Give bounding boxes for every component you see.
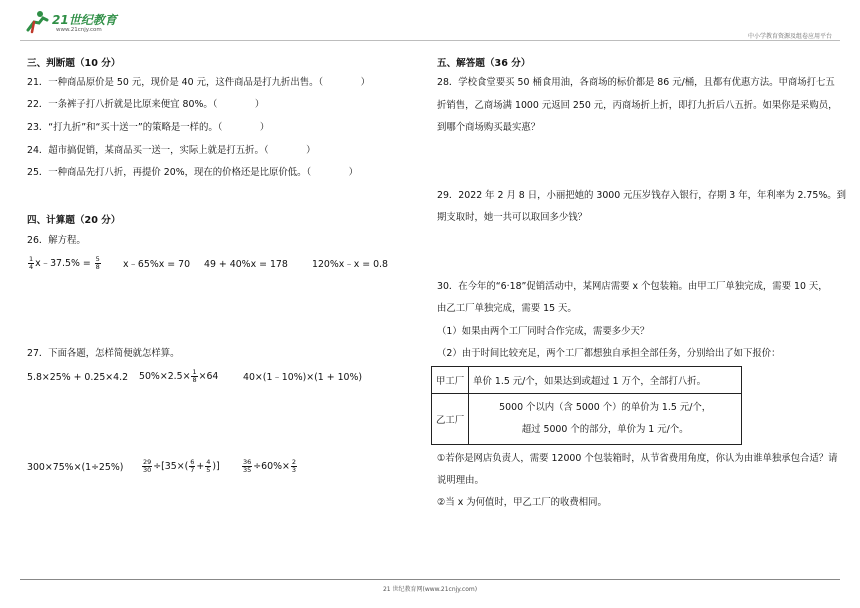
calc-1: 5.8×25% + 0.25×4.2: [27, 372, 129, 383]
calc-3: 40×(1﹣10%)×(1 + 10%): [243, 372, 363, 383]
question-30-sub-1: （1）如果由两个工厂同时合作完成，需要多少天？: [437, 326, 650, 337]
question-28-line-1: 28．学校食堂要买 50 桶食用油，各商场的标价都是 86 元/桶，且都有优惠方法。甲商场打七五: [437, 77, 835, 88]
calc-2: 50%×2.5× $\frac{1}{8}$ ×64: [139, 368, 219, 384]
equation-2: x﹣65%x = 70: [123, 259, 191, 270]
header-logo: [24, 8, 144, 38]
equation-4: 120%x﹣x = 0.8: [312, 259, 388, 270]
logo-url: www.21cnjy.com: [56, 27, 102, 33]
table-row: [432, 394, 742, 445]
question-29-line-1: 29．2022 年 2 月 8 日，小丽把她的 3000 元压岁钱存入银行，存期 3 年，年利率为 2.75%。到: [437, 190, 847, 201]
equation-1: $\frac{1}{4}$ x﹣37.5% = $\frac{5}{8}$: [29, 255, 100, 271]
fraction: $\frac{36}{35}$: [243, 458, 252, 474]
question-29-line-2: 期支取时，她一共可以取回多少钱？: [437, 212, 588, 223]
question-30-sub-2: （2）由于时间比较充足，两个工厂都想独自承担全部任务，分别给出了如下报价：: [437, 348, 781, 359]
table-row: [432, 367, 742, 394]
question-28-line-3: 到哪个商场购买最实惠？: [437, 122, 541, 133]
section-4-title: 四、计算题（20 分）: [27, 215, 121, 226]
fraction: $\frac{29}{30}$: [143, 458, 152, 474]
question-27: 27．下面各题，怎样简便就怎样算。: [27, 348, 180, 359]
question-21: 21．一种商品原价是 50 元，现价是 40 元，这件商品是打九折出售。（ ）: [27, 77, 371, 88]
header-right-text: 中小学教育资源及组卷应用平台: [747, 33, 832, 40]
factory-a-name: 甲工厂: [432, 367, 469, 394]
header-divider: [20, 40, 840, 41]
footer-divider: [20, 579, 840, 580]
section-3-title: 三、判断题（10 分）: [27, 58, 121, 69]
calc-4: 300×75%×(1÷25%): [27, 462, 124, 473]
question-26: 26．解方程。: [27, 235, 86, 246]
factory-b-name: 乙工厂: [432, 394, 469, 445]
question-30-answer-1b: 说明理由。: [437, 475, 484, 486]
fraction: $\frac{1}{4}$: [29, 255, 34, 271]
fraction: $\frac{6}{7}$: [190, 458, 195, 474]
equation-3: 49 + 40%x = 178: [204, 259, 288, 270]
question-24: 24．超市搞促销，某商品买一送一，实际上就是打五折。（ ）: [27, 145, 316, 156]
question-28-line-2: 折销售，乙商场满 1000 元返回 250 元，丙商场折上折，即打九折后八五折。如果你是采购员，: [437, 100, 838, 111]
section-5-title: 五、解答题（36 分）: [437, 58, 531, 69]
question-30-line-1: 30．在今年的“6·18”促销活动中，某网店需要 x 个包装箱。由甲工厂单独完成，需要 10 天，: [437, 281, 828, 292]
question-25: 25．一种商品先打八折，再提价 20%，现在的价格还是比原价低。（ ）: [27, 167, 359, 178]
calc-5: $\frac{29}{30}$ ÷[35×( $\frac{6}{7}$ + $\frac{4}{5}$ )]: [143, 458, 220, 474]
question-30-answer-1: ①若你是网店负责人，需要 12000 个包装箱时，从节省费用角度，你认为由谁单独承包合适？请: [437, 453, 838, 464]
footer-text: 21 世纪教育网(www.21cnjy.com): [382, 586, 478, 593]
question-22: 22．一条裤子打八折就是比原来便宜 80%。（ ）: [27, 99, 265, 110]
fraction: $\frac{4}{5}$: [206, 458, 211, 474]
fraction: $\frac{5}{8}$: [95, 255, 100, 271]
factory-a-price: 单价 1.5 元/个，如果达到或超过 1 万个，全部打八折。: [469, 367, 742, 394]
calc-6: $\frac{36}{35}$ ÷60%× $\frac{2}{3}$: [243, 458, 296, 474]
runner-logo-icon: [24, 10, 50, 34]
question-30-line-2: 由乙工厂单独完成，需要 15 天。: [437, 303, 577, 314]
logo-title: 21世纪教育: [52, 13, 117, 27]
fraction: $\frac{2}{3}$: [291, 458, 296, 474]
question-30-answer-2: ②当 x 为何值时，甲乙工厂的收费相同。: [437, 497, 607, 508]
quote-table: [431, 366, 742, 445]
question-23: 23．“打九折”和“买十送一”的策略是一样的。（ ）: [27, 122, 270, 133]
factory-b-price: 5000 个以内（含 5000 个）的单价为 1.5 元/个， 超过 5000 个的部分，单价为 1 元/个。: [469, 394, 742, 445]
fraction: $\frac{1}{8}$: [192, 368, 197, 384]
